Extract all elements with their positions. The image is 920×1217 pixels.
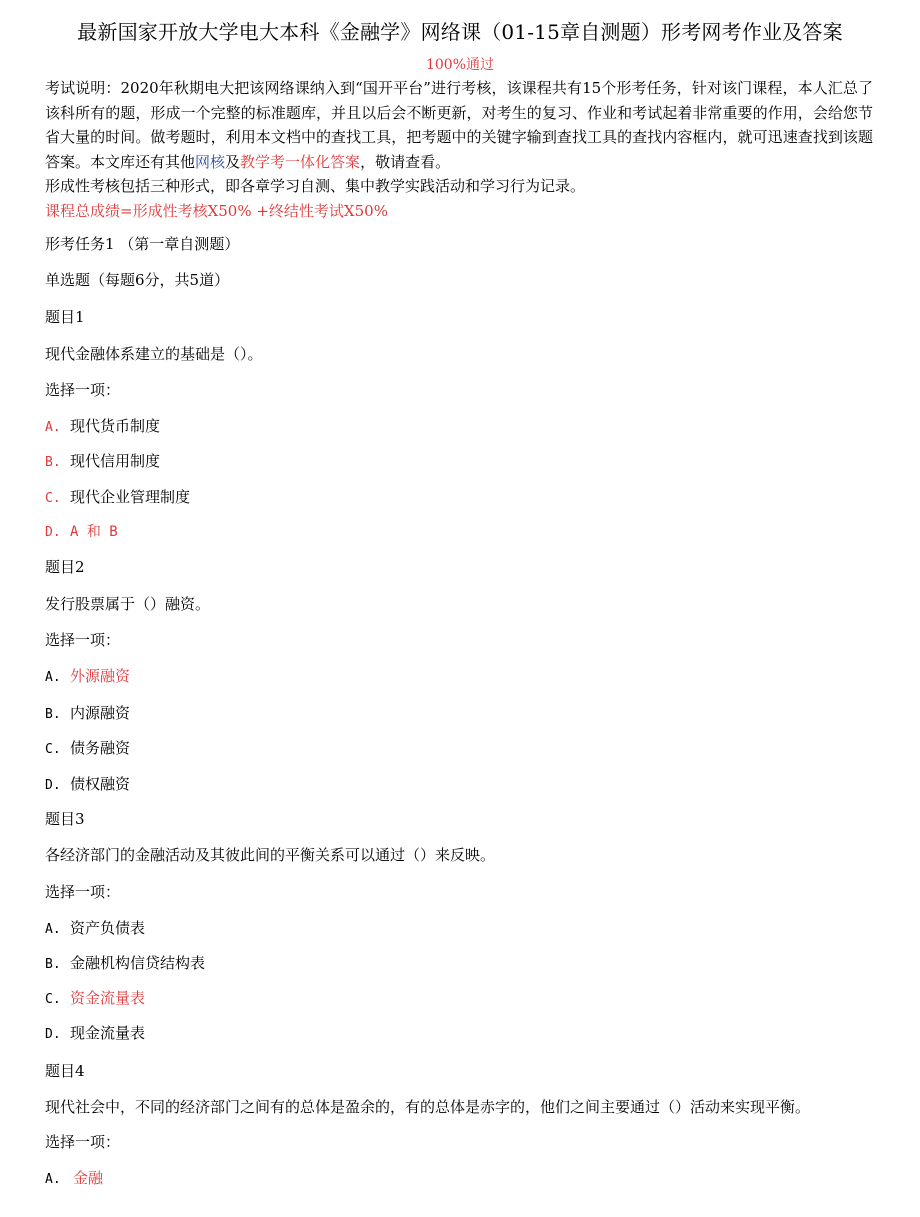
document-title: 最新国家开放大学电大本科《金融学》网络课（01-15章自测题）形考网考作业及答案 bbox=[77, 20, 843, 44]
option-row-correct[interactable] bbox=[45, 1167, 103, 1188]
option-row[interactable] bbox=[45, 952, 205, 973]
link-integrated-answers[interactable]: 教学考一体化答案 bbox=[240, 152, 361, 171]
option-letter: D. bbox=[45, 1027, 61, 1042]
option-text: 内源融资 bbox=[70, 704, 131, 722]
option-letter: C. bbox=[45, 491, 61, 506]
question-label: 题目4 bbox=[45, 1062, 85, 1080]
choose-one-prompt: 选择一项： bbox=[45, 381, 121, 399]
option-row[interactable] bbox=[45, 917, 145, 938]
grade-formula: 课程总成绩=形成性考核X50% +终结性考试X50% bbox=[45, 201, 388, 220]
option-letter: A. bbox=[45, 420, 61, 435]
assessment-forms: 形成性考核包括三种形式，即各章学习自测、集中教学实践活动和学习行为记录。 bbox=[45, 177, 586, 195]
option-row[interactable] bbox=[45, 450, 160, 471]
choose-one-prompt: 选择一项： bbox=[45, 1133, 121, 1151]
pass-rate-note: 100%通过 bbox=[425, 57, 495, 73]
question-label: 题目1 bbox=[45, 308, 85, 326]
option-text: 资金流量表 bbox=[70, 989, 146, 1007]
option-text: 现代信用制度 bbox=[70, 452, 161, 470]
option-text: 现代货币制度 bbox=[70, 417, 161, 435]
option-text: 债务融资 bbox=[70, 739, 131, 757]
choose-one-prompt: 选择一项： bbox=[45, 883, 121, 901]
option-letter: B. bbox=[45, 957, 61, 972]
task-title: 形考任务1 （第一章自测题） bbox=[45, 235, 240, 253]
question-text: 各经济部门的金融活动及其彼此间的平衡关系可以通过（）来反映。 bbox=[45, 846, 496, 864]
option-letter: A. bbox=[45, 1172, 61, 1187]
option-row-correct[interactable] bbox=[45, 665, 130, 686]
option-letter: A. bbox=[45, 670, 61, 685]
option-letter: D. bbox=[45, 778, 61, 793]
option-row[interactable] bbox=[45, 702, 130, 723]
instructions-end: ，敬请查看。 bbox=[360, 152, 451, 171]
exam-instructions bbox=[45, 76, 873, 223]
option-text: A 和 B bbox=[70, 524, 118, 540]
option-letter: C. bbox=[45, 992, 61, 1007]
choose-one-prompt: 选择一项： bbox=[45, 631, 121, 649]
option-row[interactable] bbox=[45, 415, 160, 436]
question-label: 题目2 bbox=[45, 558, 85, 576]
option-text: 债权融资 bbox=[70, 775, 131, 793]
option-letter: B. bbox=[45, 707, 61, 722]
instructions-text: 考试说明：2020年秋期电大把该网络课纳入到“国开平台”进行考核，该课程共有15个形考任务，针对该门课程，本人汇总了该科所有的题，形成一个完整的标准题库，并且以后会不断更新，对考生的复习、作业和考试起着非常重要的作用，会给您节省大量的时间。做考题时，利用本文档中的查找工具，把考题中的关键字输到查找工具的查找内容框内，就可迅速查找到该题答案。本文库还有其他 bbox=[45, 79, 873, 171]
option-text: 外源融资 bbox=[70, 667, 131, 685]
option-text: 现金流量表 bbox=[70, 1024, 146, 1042]
option-text: 金融机构信贷结构表 bbox=[70, 954, 206, 972]
question-text: 发行股票属于（）融资。 bbox=[45, 595, 211, 613]
option-letter: A. bbox=[45, 922, 61, 937]
option-text: 金融 bbox=[73, 1169, 104, 1187]
instructions-paragraph bbox=[45, 76, 873, 174]
instructions-and: 及 bbox=[225, 152, 241, 171]
option-text: 资产负债表 bbox=[70, 919, 146, 937]
link-wanghe[interactable]: 网核 bbox=[195, 152, 226, 171]
option-row[interactable] bbox=[45, 486, 190, 507]
question-text: 现代金融体系建立的基础是（）。 bbox=[45, 345, 263, 363]
option-row-correct[interactable] bbox=[45, 521, 118, 541]
option-row[interactable] bbox=[45, 773, 130, 794]
option-row[interactable] bbox=[45, 737, 130, 758]
option-letter: C. bbox=[45, 742, 61, 757]
option-row-correct[interactable] bbox=[45, 987, 145, 1008]
question-label: 题目3 bbox=[45, 810, 85, 828]
section-title: 单选题（每题6分，共5道） bbox=[45, 271, 230, 289]
option-row[interactable] bbox=[45, 1022, 145, 1043]
question-text: 现代社会中，不同的经济部门之间有的总体是盈余的，有的总体是赤字的，他们之间主要通过（）活动来实现平衡。 bbox=[45, 1098, 811, 1116]
option-text: 现代企业管理制度 bbox=[70, 488, 191, 506]
option-letter: B. bbox=[45, 455, 61, 470]
option-letter: D. bbox=[45, 525, 61, 540]
